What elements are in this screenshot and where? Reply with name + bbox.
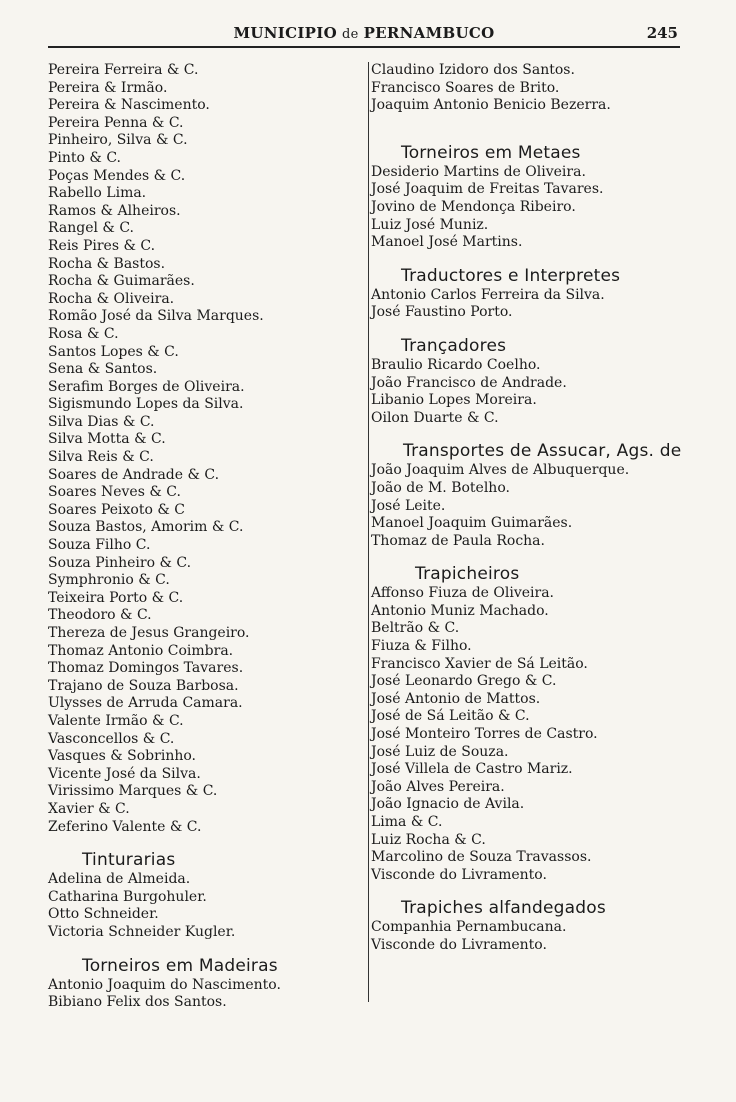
directory-entry: Rocha & Oliveira. — [48, 290, 175, 307]
directory-entry: José Faustino Porto. — [371, 304, 513, 321]
directory-entry: Sena & Santos. — [48, 361, 158, 378]
directory-entry: Fiuza & Filho. — [371, 638, 472, 655]
page-header — [48, 22, 680, 48]
directory-entry: Joaquim Antonio Benicio Bezerra. — [371, 97, 611, 114]
directory-entry: Victoria Schneider Kugler. — [48, 923, 236, 940]
directory-entry: Braulio Ricardo Coelho. — [371, 356, 541, 373]
directory-entry: Pereira & Nascimento. — [48, 97, 210, 114]
directory-entry: Rosa & C. — [48, 325, 119, 342]
section-heading: Tinturarias — [82, 850, 176, 871]
directory-entry: Pereira Ferreira & C. — [48, 62, 199, 78]
running-title-part-3: PERNAMBUCO — [363, 24, 495, 42]
section-heading: Trapicheiros — [415, 564, 520, 585]
directory-entry: Antonio Carlos Ferreira da Silva. — [371, 286, 605, 303]
section-heading: Trapiches alfandegados — [401, 898, 606, 919]
section-heading: Torneiros em Madeiras — [82, 955, 278, 976]
directory-entry: Affonso Fiuza de Oliveira. — [371, 585, 554, 602]
directory-entry: Trajano de Souza Barbosa. — [48, 677, 239, 694]
directory-entry: José Antonio de Mattos. — [371, 690, 541, 707]
directory-entry: Claudino Izidoro dos Santos. — [371, 62, 575, 78]
directory-entry: Rabello Lima. — [48, 185, 147, 202]
directory-entry: Luiz José Muniz. — [371, 216, 489, 233]
directory-entry: Romão José da Silva Marques. — [48, 308, 264, 325]
directory-entry: Souza Pinheiro & C. — [48, 554, 192, 571]
directory-entry: Soares de Andrade & C. — [48, 466, 220, 483]
directory-entry: Antonio Muniz Machado. — [371, 602, 549, 619]
section-heading: Traductores e Interpretes — [401, 265, 621, 286]
directory-entry: Valente Irmão & C. — [48, 712, 184, 729]
directory-entry: João de M. Botelho. — [371, 479, 510, 496]
directory-entry: Silva Motta & C. — [48, 431, 166, 448]
directory-entry: Thomaz Antonio Coimbra. — [48, 642, 234, 659]
directory-entry: Thomaz de Paula Rocha. — [371, 532, 545, 549]
directory-entry: Visconde do Livramento. — [371, 936, 547, 953]
directory-entry: João Ignacio de Avila. — [371, 796, 525, 813]
directory-entry: Rocha & Bastos. — [48, 255, 166, 272]
directory-entry: Thomaz Domingos Tavares. — [48, 660, 244, 677]
directory-entry: Pereira Penna & C. — [48, 114, 184, 131]
directory-entry: João Joaquim Alves de Albuquerque. — [371, 462, 630, 479]
page-number: 245 — [646, 24, 678, 42]
section-heading: Transportes de Assucar, Ags. de — [403, 441, 682, 462]
directory-entry: Xavier & C. — [48, 800, 130, 817]
directory-entry: Symphronio & C. — [48, 572, 170, 589]
directory-entry: Silva Dias & C. — [48, 413, 155, 430]
directory-entry: Adelina de Almeida. — [48, 871, 191, 888]
directory-entry: Beltrão & C. — [371, 620, 460, 637]
running-title-part-1: MUNICIPIO — [233, 24, 337, 42]
directory-entry: José Villela de Castro Mariz. — [371, 761, 573, 778]
directory-entry: José Leite. — [371, 497, 446, 514]
directory-entry: Ramos & Alheiros. — [48, 202, 181, 219]
directory-entry: Thereza de Jesus Grangeiro. — [48, 625, 250, 641]
directory-entry: Pinheiro, Silva & C. — [48, 132, 188, 149]
directory-entry: Silva Reis & C. — [48, 449, 154, 466]
directory-entry: Soares Peixoto & C — [48, 501, 185, 518]
directory-entry: João Alves Pereira. — [371, 778, 505, 795]
directory-entry: Theodoro & C. — [48, 607, 152, 624]
directory-entry: José Joaquim de Freitas Tavares. — [371, 181, 604, 198]
directory-entry: Antonio Joaquim do Nascimento. — [48, 976, 281, 993]
directory-entry: José de Sá Leitão & C. — [371, 708, 530, 725]
directory-entry: Ulysses de Arruda Camara. — [48, 695, 243, 712]
directory-entry: Marcolino de Souza Travassos. — [371, 849, 592, 866]
directory-entry: Sigismundo Lopes da Silva. — [48, 396, 244, 413]
directory-entry: Poças Mendes & C. — [48, 167, 186, 184]
section-heading: Torneiros em Metaes — [401, 142, 581, 163]
directory-entry: Bibiano Felix dos Santos. — [48, 994, 227, 1011]
directory-entry: Manoel José Martins. — [371, 234, 523, 251]
directory-entry: Serafim Borges de Oliveira. — [48, 378, 245, 395]
directory-entry: Luiz Rocha & C. — [371, 831, 486, 848]
directory-entry: Teixeira Porto & C. — [48, 589, 184, 606]
directory-entry: Jovino de Mendonça Ribeiro. — [371, 198, 576, 215]
directory-entry: Virissimo Marques & C. — [48, 783, 218, 800]
directory-entry: Catharina Burgohuler. — [48, 888, 207, 905]
directory-entry: José Leonardo Grego & C. — [371, 673, 557, 690]
directory-entry: Souza Bastos, Amorim & C. — [48, 519, 244, 536]
section-heading: Trançadores — [401, 335, 507, 356]
left-column — [48, 62, 348, 1012]
directory-entry: Pereira & Irmão. — [48, 79, 168, 96]
directory-entry: Oilon Duarte & C. — [371, 409, 499, 426]
directory-entry: Soares Neves & C. — [48, 484, 181, 501]
running-title-part-2: de — [341, 27, 359, 42]
directory-entry: Vicente José da Silva. — [48, 765, 201, 782]
directory-entry: Desiderio Martins de Oliveira. — [371, 163, 586, 180]
directory-entry: Vasconcellos & C. — [48, 730, 175, 747]
directory-entry: Pinto & C. — [48, 149, 121, 166]
directory-entry: José Monteiro Torres de Castro. — [371, 726, 598, 743]
directory-entry: João Francisco de Andrade. — [371, 374, 567, 391]
directory-entry: Vasques & Sobrinho. — [48, 748, 196, 765]
directory-entry: Souza Filho C. — [48, 537, 151, 554]
directory-entry: Libanio Lopes Moreira. — [371, 392, 537, 409]
right-column — [368, 62, 701, 1002]
directory-entry: Companhia Pernambucana. — [371, 919, 567, 936]
directory-entry: Zeferino Valente & C. — [48, 818, 202, 835]
directory-entry: Rangel & C. — [48, 220, 134, 237]
directory-entry: Francisco Soares de Brito. — [371, 79, 560, 96]
running-title — [48, 24, 680, 42]
directory-entry: Manoel Joaquim Guimarães. — [371, 515, 573, 532]
directory-entry: Visconde do Livramento. — [371, 866, 547, 883]
directory-entry: Reis Pires & C. — [48, 237, 156, 254]
directory-entry: José Luiz de Souza. — [371, 743, 509, 760]
directory-entry: Otto Schneider. — [48, 906, 159, 923]
directory-entry: Francisco Xavier de Sá Leitão. — [371, 655, 588, 672]
directory-entry: Rocha & Guimarães. — [48, 273, 195, 290]
directory-entry: Santos Lopes & C. — [48, 343, 179, 360]
directory-entry: Lima & C. — [371, 814, 443, 830]
